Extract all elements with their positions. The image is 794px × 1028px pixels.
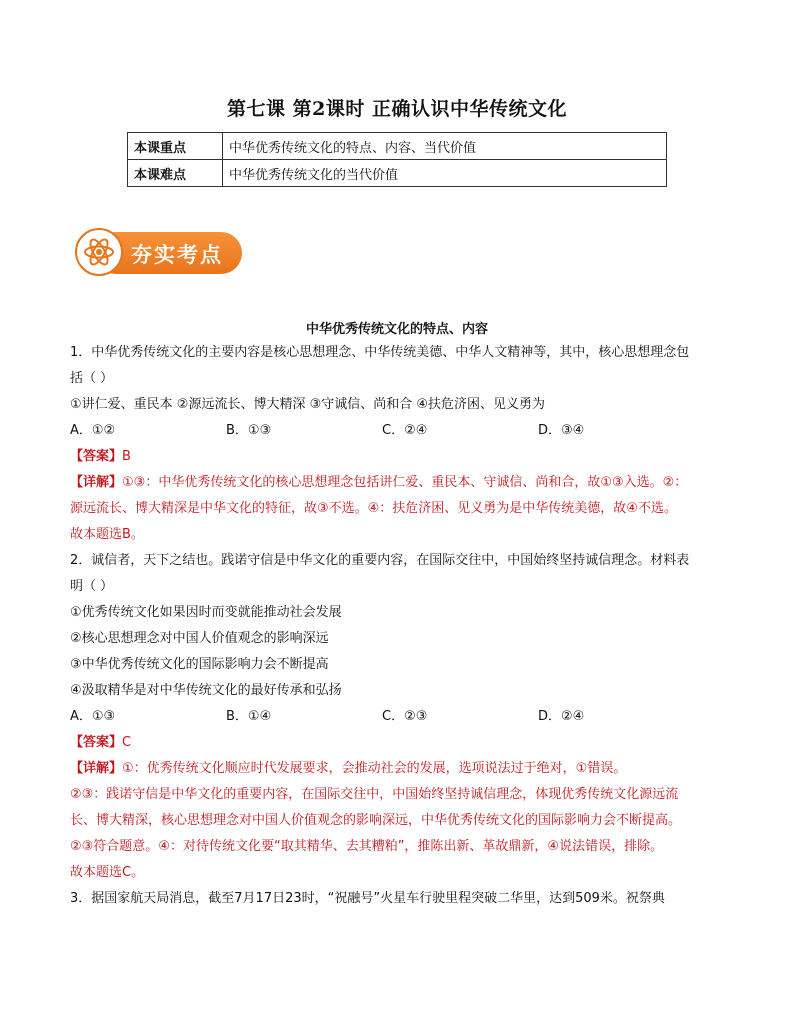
- question-content: [70, 340, 730, 912]
- page-title: 第七课 第2课时 正确认识中华传统文化: [227, 98, 567, 120]
- answer-label: 【答案】: [70, 735, 123, 750]
- q1-stem-cont: 括（ ）: [70, 371, 114, 386]
- q1-answer: [70, 444, 730, 470]
- q2-detail-line: ②③符合题意。④：对待传统文化要“取其精华、去其糟粕”，推陈出新、革故鼎新，④说法错误，排除。: [70, 839, 664, 854]
- q2-item: ③中华优秀传统文化的国际影响力会不断提高: [70, 657, 329, 672]
- option-b: B．①④: [226, 709, 272, 724]
- answer-value: B: [122, 449, 131, 464]
- table-header-cell: 本课重点: [128, 133, 223, 160]
- option-d: D．③④: [538, 423, 585, 438]
- key-points-table: [127, 132, 667, 187]
- table-row: [128, 133, 667, 160]
- option-d: D．②④: [538, 709, 585, 724]
- option-b: B．①③: [226, 423, 272, 438]
- section-banner: [75, 228, 242, 278]
- q1-options: [70, 418, 730, 444]
- table-cell: 中华优秀传统文化的当代价值: [223, 160, 667, 187]
- detail-label: 【详解】: [70, 761, 123, 776]
- option-c: C．②③: [382, 709, 428, 724]
- q2-detail-line: 长、博大精深，核心思想理念对中国人价值观念的影响深远，中华优秀传统文化的国际影响力会不断提高。: [70, 813, 682, 828]
- q1-detail-line: 源远流长、博大精深是中华文化的特征，故③不选。④：扶危济困、见义勇为是中华传统美德，故④不选。: [70, 501, 677, 516]
- atom-icon: [83, 236, 115, 268]
- q1-stem: 1．中华优秀传统文化的主要内容是核心思想理念、中华传统美德、中华人文精神等，其中，核心思想理念包: [70, 345, 690, 360]
- q2-detail-line: 故本题选C。: [70, 865, 145, 880]
- banner-circle: [75, 228, 123, 276]
- q2-stem: 2．诚信者，天下之结也。践诺守信是中华文化的重要内容，在国际交往中，中国始终坚持诚信理念。材料表: [70, 553, 690, 568]
- table-row: [128, 160, 667, 187]
- option-a: A．①③: [70, 709, 116, 724]
- q1-items: ①讲仁爱、重民本 ②源远流长、博大精深 ③守诚信、尚和合 ④扶危济困、见义勇为: [70, 397, 546, 412]
- q1-detail-line: 故本题选B。: [70, 527, 144, 542]
- q2-options: [70, 704, 730, 730]
- q3-stem: 3．据国家航天局消息，截至7月17日23时，“祝融号”火星车行驶里程突破二华里，达到509米。祝祭典: [70, 891, 665, 906]
- detail-text: ①：优秀传统文化顺应时代发展要求，会推动社会的发展，选项说法过于绝对，①错误。: [122, 761, 627, 776]
- q2-stem-cont: 明（ ）: [70, 579, 114, 594]
- banner-text: 夯实考点: [131, 242, 223, 267]
- q1-detail: [70, 470, 730, 496]
- q2-answer: [70, 730, 730, 756]
- q2-item: ①优秀传统文化如果因时而变就能推动社会发展: [70, 605, 342, 620]
- answer-value: C: [122, 735, 132, 750]
- table-cell: 中华优秀传统文化的特点、内容、当代价值: [223, 133, 667, 160]
- q2-item: ④汲取精华是对中华传统文化的最好传承和弘扬: [70, 683, 342, 698]
- section-title: 中华优秀传统文化的特点、内容: [305, 322, 488, 337]
- detail-label: 【详解】: [70, 475, 123, 490]
- option-a: A．①②: [70, 423, 116, 438]
- answer-label: 【答案】: [70, 449, 123, 464]
- table-header-cell: 本课难点: [128, 160, 223, 187]
- q2-detail: [70, 756, 730, 782]
- option-c: C．②④: [382, 423, 428, 438]
- q2-item: ②核心思想理念对中国人价值观念的影响深远: [70, 631, 329, 646]
- detail-text: ①③：中华优秀传统文化的核心思想理念包括讲仁爱、重民本、守诚信、尚和合，故①③入选。②：: [122, 475, 688, 490]
- q2-detail-line: ②③：践诺守信是中华文化的重要内容，在国际交往中，中国始终坚持诚信理念，体现优秀传统文化源远流: [70, 787, 679, 802]
